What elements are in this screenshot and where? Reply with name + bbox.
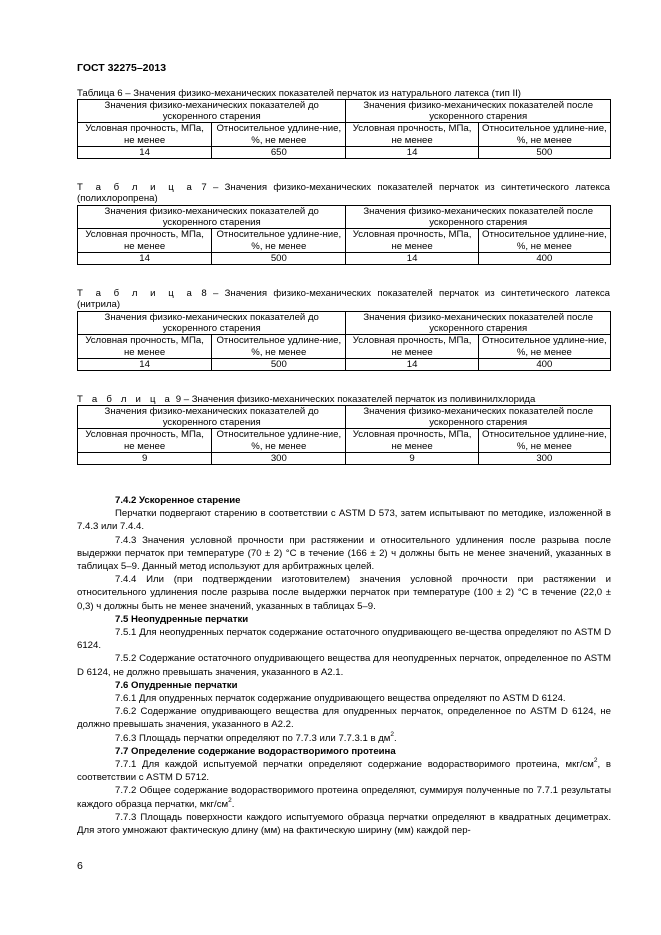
header-strength: Условная прочность, МПа, не менее (346, 123, 478, 146)
caption-line1: 7 – Значения физико-механических показателей перчаток из синтетического латекса (195, 182, 611, 193)
table-6-caption: Таблица 6 – Значения физико-механических показателей перчаток из натурального латекса (тип II) (77, 88, 521, 99)
value-cell: 14 (346, 252, 478, 264)
superscript: 2 (390, 730, 395, 738)
paragraph (77, 732, 611, 745)
table-9-caption (77, 394, 610, 405)
paragraph-text: 7.7.1 Для каждой испытуемой перчатки определяют содержание водорастворимого протеина, мкг/см (115, 759, 594, 771)
value-cell: 500 (212, 358, 346, 370)
section-heading: 7.7 Определение содержание водорастворимого протеина (115, 745, 396, 757)
value-cell: 500 (478, 146, 610, 158)
paragraph: Перчатки подвергают старению в соответствии с ASTM D 573, затем испытывают по методике, изложенной в 7.4.3 или 7.4.4. (77, 508, 611, 533)
caption-word: Т а б л и ц а (77, 288, 195, 299)
table-7-caption (77, 182, 610, 193)
paragraph: 7.6.2 Содержание опудривающего вещества для опудренных перчаток, определенное по ASTM D 6124, не должно превышать значения, указанного в А2.2. (77, 706, 611, 731)
group-after-aging: Значения физико-механических показателей после ускоренного старения (346, 206, 611, 229)
page-number: 6 (77, 860, 83, 872)
section-heading: 7.6 Опудренные перчатки (115, 679, 238, 691)
header-elongation: Относительное удлине-ние, %, не менее (212, 123, 346, 146)
body-text (77, 494, 611, 837)
paragraph: 7.4.3 Значения условной прочности при растяжении и относительного удлинения после разрыва после выдержки перчаток при температуре (70 ± 2) °С в течение (166 ± 2) ч должны быть не менее значений, указанных в таблицах 5–9. Данный метод используют для арбитражных целей. (77, 534, 611, 573)
value-cell: 300 (478, 452, 610, 464)
header-strength: Условная прочность, МПа, не менее (78, 229, 212, 252)
group-before-aging: Значения физико-механических показателей до ускоренного старения (78, 312, 346, 335)
paragraph-text: 7.7.2 Общее содержание водорастворимого протеина определяют, суммируя полученные по 7.7.1 результаты каждого образца перчатки, мкг/см (77, 785, 611, 810)
value-cell: 400 (478, 358, 610, 370)
table-8-caption (77, 288, 610, 299)
group-before-aging: Значения физико-механических показателей до ускоренного старения (78, 206, 346, 229)
table-7 (77, 205, 611, 265)
table-8-caption-cont: (нитрила) (77, 299, 121, 310)
paragraph: 7.6.1 Для опудренных перчаток содержание опудривающего вещества определяют по ASTM D 6124. (115, 693, 566, 705)
paragraph-tail: . (394, 732, 397, 744)
paragraph-text: 7.6.3 Площадь перчатки определяют по 7.7.3 или 7.7.3.1 в дм (115, 732, 391, 744)
caption-line1: 8 – Значения физико-механических показателей перчаток из синтетического латекса (195, 288, 611, 299)
value-cell: 650 (212, 146, 346, 158)
paragraph: 7.4.4 Или (при подтверждении изготовителем) значения условной прочности при растяжении и относительного удлинения после разрыва после выдержки перчаток при температуре (100 ± 2) °С в течение (22,0 ± 0,3) ч должны быть не менее значений, указанных в таблицах 5–9. (77, 574, 611, 612)
section-heading: 7.4.2 Ускоренное старение (115, 495, 241, 506)
value-cell: 14 (346, 358, 478, 370)
value-cell: 14 (78, 358, 212, 370)
header-strength: Условная прочность, МПа, не менее (346, 335, 478, 358)
table-9 (77, 405, 611, 465)
value-cell: 14 (78, 146, 212, 158)
header-elongation: Относительное удлине-ние, %, не менее (478, 335, 610, 358)
header-elongation: Относительное удлине-ние, %, не менее (478, 229, 610, 252)
value-cell: 500 (212, 252, 346, 264)
group-before-aging: Значения физико-механических показателей до ускоренного старения (78, 100, 346, 123)
header-strength: Условная прочность, МПа, не менее (78, 123, 212, 146)
header-elongation: Относительное удлине-ние, %, не менее (212, 335, 346, 358)
caption-line1: 9 – Значения физико-механических показателей перчаток из поливинилхлорида (173, 394, 536, 405)
group-after-aging: Значения физико-механических показателей после ускоренного старения (346, 100, 611, 123)
paragraph: 7.5.1 Для неопудренных перчаток содержание остаточного опудривающего ве-щества определяют по ASTM D 6124. (77, 627, 611, 652)
value-cell: 14 (346, 146, 478, 158)
header-strength: Условная прочность, МПа, не менее (78, 429, 212, 452)
paragraph (77, 784, 611, 810)
group-before-aging: Значения физико-механических показателей до ускоренного старения (78, 406, 346, 429)
paragraph-tail: . (231, 798, 235, 810)
paragraph-tail: , в соответствии с ASTM D 5712. (77, 759, 611, 784)
table-7-caption-cont: (полихлоропрена) (77, 193, 158, 204)
document-header: ГОСТ 32275–2013 (77, 62, 167, 74)
header-elongation: Относительное удлине-ние, %, не менее (212, 229, 346, 252)
paragraph (77, 758, 611, 784)
value-cell: 9 (346, 452, 478, 464)
paragraph: 7.5.2 Содержание остаточного опудривающего вещества для неопудренных перчаток, определенное по ASTM D 6124, не должно превышать значения, указанного в А2.1. (77, 653, 611, 678)
header-strength: Условная прочность, МПа, не менее (346, 229, 478, 252)
value-cell: 9 (78, 452, 212, 464)
header-strength: Условная прочность, МПа, не менее (346, 429, 478, 452)
header-strength: Условная прочность, МПа, не менее (78, 335, 212, 358)
value-cell: 400 (478, 252, 610, 264)
header-elongation: Относительное удлине-ние, %, не менее (478, 123, 610, 146)
superscript: 2 (593, 757, 598, 765)
group-after-aging: Значения физико-механических показателей после ускоренного старения (346, 406, 611, 429)
caption-word: Т а б л и ц а (77, 394, 174, 405)
group-after-aging: Значения физико-механических показателей после ускоренного старения (346, 312, 611, 335)
table-6 (77, 99, 611, 159)
superscript: 2 (228, 796, 232, 804)
header-elongation: Относительное удлине-ние, %, не менее (478, 429, 610, 452)
value-cell: 14 (78, 252, 212, 264)
value-cell: 300 (212, 452, 346, 464)
table-8 (77, 311, 611, 371)
section-heading: 7.5 Неопудренные перчатки (115, 613, 249, 625)
header-elongation: Относительное удлине-ние, %, не менее (212, 429, 346, 452)
paragraph: 7.7.3 Площадь поверхности каждого испытуемого образца перчатки определяют в квадратных дециметрах. Для этого умножают фактическую длину (мм) на фактическую ширину (мм) каждой пер- (77, 811, 611, 837)
caption-word: Т а б л и ц а (77, 182, 195, 193)
